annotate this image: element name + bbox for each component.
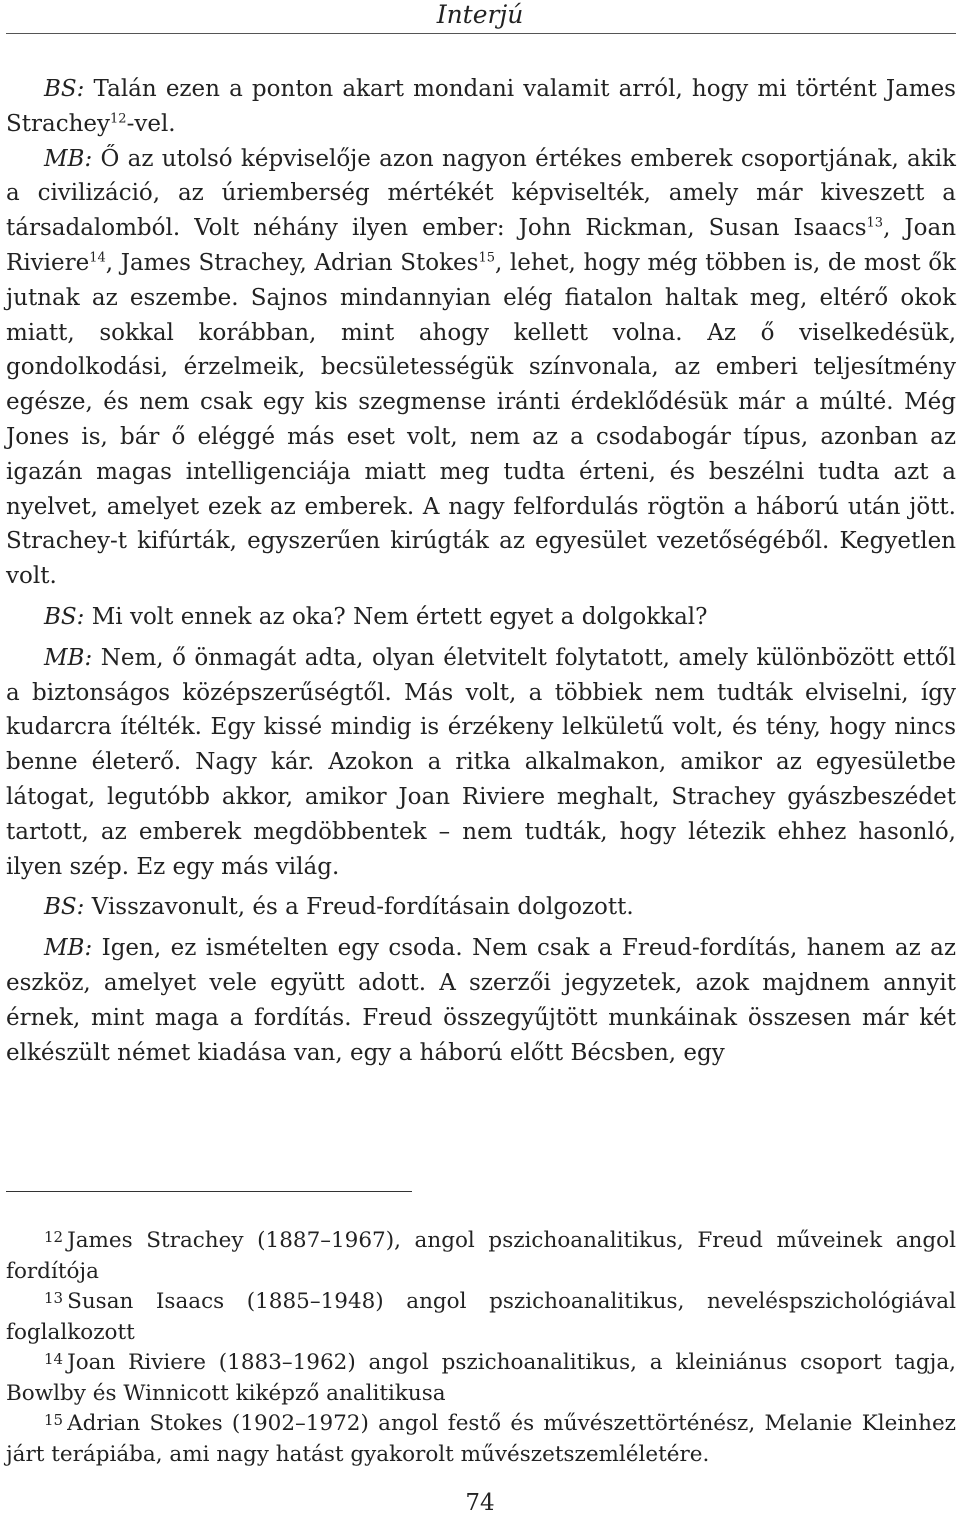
- footnote-text: Susan Isaacs (1885–1948) angol pszichoanalitikus, neveléspszichológiával foglalkozott: [6, 1289, 956, 1345]
- paragraph-mb-1: [6, 142, 956, 594]
- footnotes: [6, 1226, 956, 1470]
- footnote-text: Joan Riviere (1883–1962) angol pszichoanalitikus, a kleiniánus csoport tagja, Bowlby és Winnicott kiképző analitikusa: [6, 1350, 956, 1406]
- paragraph-text: , James Strachey, Adrian Stokes: [105, 249, 479, 276]
- paragraph-text: , lehet, hogy még többen is, de most ők jutnak az eszembe. Sajnos mindannyian elég fiatalon haltak meg, eltérő okok miatt, sokkal korábban, mint ahogy kellett volna. Az ő viselkedésük, gondolkodási, érzelmeik, becsületességük színvonala, az emberi teljesítmény egésze, és nem csak egy kis szegmense iránti érdeklődésük már a múlté. Még Jones is, bár ő eléggé más eset volt, nem az a csodabogár típus, azonban az igazán magas intelligenciája miatt meg tudta érteni, és beszélni tudta azt a nyelvet, amelyet ezek az emberek. A nagy felfordulás rögtön a háború után jött. Strachey-t kifúrták, egyszerűen kirúgták az egyesület vezetőségéből. Kegyetlen volt.: [6, 249, 956, 590]
- paragraph-text: Ő az utolsó képviselője azon nagyon értékes emberek csoportjának, akik a civilizáció, az úriemberség mértékét képviselték, amely már kiveszett a társadalomból. Volt néhány ilyen ember: John Rickman, Susan Isaacs: [6, 145, 956, 242]
- running-header: [0, 0, 960, 32]
- footnote-12: [6, 1226, 956, 1287]
- footnote-number: 15: [44, 1411, 64, 1429]
- speaker-label-mb: MB:: [44, 935, 93, 962]
- header-rule: [6, 33, 956, 34]
- footnote-14: [6, 1348, 956, 1409]
- paragraph-text: , Joan Riviere: [6, 215, 957, 276]
- paragraph-text: Visszavonult, és a Freud-fordításain dolgozott.: [84, 894, 634, 921]
- footnote-ref-13: 13: [866, 215, 884, 231]
- paragraph-bs-3: [6, 890, 956, 925]
- speaker-label-bs: BS:: [44, 894, 85, 921]
- footnote-text: James Strachey (1887–1967), angol pszichoanalitikus, Freud műveinek angol fordítója: [6, 1228, 956, 1284]
- speaker-label-bs: BS:: [44, 76, 85, 102]
- speaker-label-mb: MB:: [44, 644, 93, 671]
- paragraph-bs-2: [6, 600, 956, 635]
- paragraph-bs-1: [6, 72, 956, 142]
- paragraph-text: Mi volt ennek az oka? Nem értett egyet a dolgokkal?: [84, 603, 708, 630]
- footnote-ref-12: 12: [110, 111, 127, 127]
- speaker-label-bs: BS:: [44, 603, 85, 630]
- footnote-number: 13: [44, 1289, 64, 1307]
- footnote-number: 12: [44, 1228, 64, 1246]
- paragraph-mb-3: [6, 931, 956, 1070]
- footnote-15: [6, 1409, 956, 1470]
- main-text: [6, 72, 956, 1070]
- footnote-number: 14: [44, 1350, 64, 1368]
- footnote-ref-14: 14: [89, 250, 106, 266]
- paragraph-text: -vel.: [126, 110, 176, 137]
- paragraph-mb-2: [6, 641, 956, 885]
- paragraph-text: Talán ezen a ponton akart mondani valamit arról, hogy mi történt James Strachey: [6, 76, 956, 137]
- paragraph-text: Igen, ez ismételten egy csoda. Nem csak a Freud-fordítás, hanem az az eszköz, amelyet vele együtt adott. A szerzői jegyzetek, azok majdnem annyit érnek, mint maga a fordítás. Freud összegyűjtött munkáinak összesen már két elkészült német kiadása van, egy a háború előtt Bécsben, egy: [6, 935, 956, 1066]
- paragraph-text: Nem, ő önmagát adta, olyan életvitelt folytatott, amely különbözött ettől a biztonságos középszerűségtől. Más volt, a többiek nem tudták elviselni, így kudarcra ítélték. Egy kissé mindig is érzékeny lelkületű volt, és tény, hogy nincs benne életerő. Nagy kár. Azokon a ritka alkalmakon, amikor az egyesületbe látogat, legutóbb akkor, amikor Joan Riviere meghalt, Strachey gyászbeszédet tartott, az emberek megdöbbentek – nem tudták, hogy létezik ehhez hasonló, ilyen szép. Ez egy más világ.: [6, 644, 956, 880]
- footnote-separator: [6, 1191, 412, 1192]
- footnote-text: Adrian Stokes (1902–1972) angol festő és művészettörténész, Melanie Kleinhez járt terápiába, ami nagy hatást gyakorolt művészetszemléletére.: [6, 1411, 956, 1467]
- speaker-label-mb: MB:: [44, 145, 93, 172]
- footnote-ref-15: 15: [478, 250, 495, 266]
- page-number: 74: [465, 1490, 495, 1516]
- footnote-13: [6, 1287, 956, 1348]
- running-header-title: Interjú: [436, 0, 524, 29]
